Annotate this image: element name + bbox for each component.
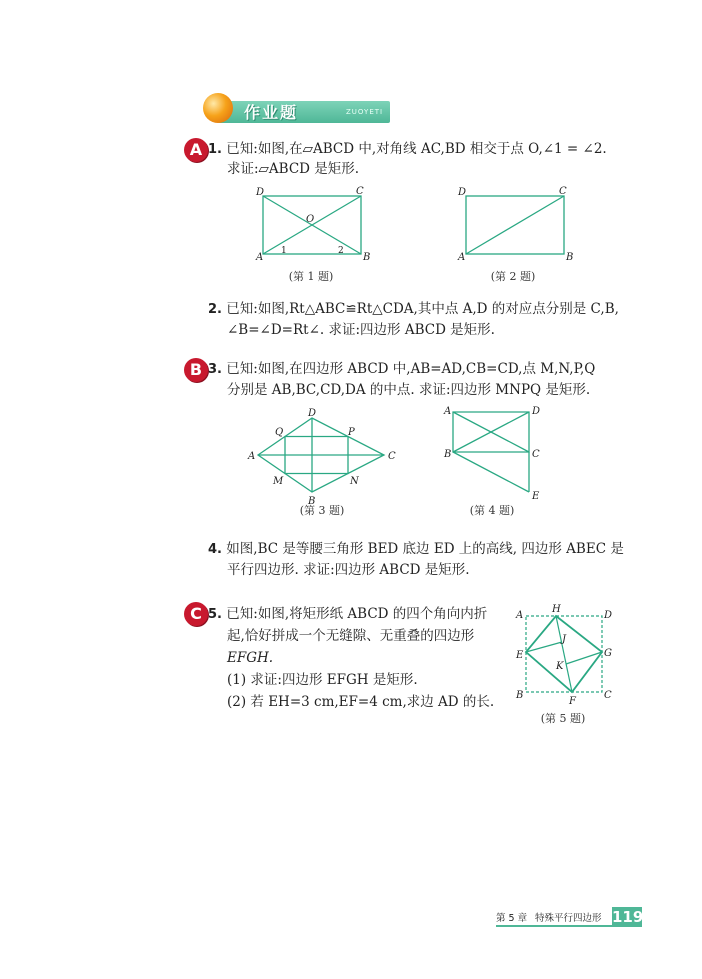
figure-2-label-d: D xyxy=(458,187,467,198)
figure-3-label-b: B xyxy=(308,496,316,504)
figure-3-caption: (第 3 题) xyxy=(299,504,345,517)
problem-2-line1: 已知:如图,Rt△ABC≌Rt△CDA,其中点 A,D 的对应点分别是 C,B, xyxy=(226,301,619,317)
figure-1-label-b: B xyxy=(363,252,371,263)
problem-4-number: 4. xyxy=(208,542,222,557)
figure-2-diagonal-ac xyxy=(466,196,564,254)
figure-3-label-p: P xyxy=(348,427,355,438)
problem-5-sub2: (2) 若 EH=3 cm,EF=4 cm,求边 AD 的长. xyxy=(227,694,495,710)
footer-bar xyxy=(496,925,612,927)
figure-4-label-e: E xyxy=(532,491,540,502)
problem-1-number: 1. xyxy=(208,142,222,157)
orange-ball-icon xyxy=(203,93,233,123)
figure-3-label-q: Q xyxy=(275,427,284,438)
figure-5-label-c: C xyxy=(604,690,612,701)
figure-4-caption: (第 4 题) xyxy=(469,504,515,517)
figure-4 xyxy=(440,400,550,504)
footer-chapter-title: 特殊平行四边形 xyxy=(535,913,602,924)
problem-2 xyxy=(208,298,619,321)
figure-1-caption: (第 1 题) xyxy=(288,270,334,283)
figure-1-label-a: A xyxy=(256,252,264,263)
problem-4-line2: 平行四边形. 求证:四边形 ABCD 是矩形. xyxy=(227,562,470,578)
problem-2-line2: ∠B=∠D=Rt∠. 求证:四边形 ABCD 是矩形. xyxy=(227,322,495,338)
problem-5-sub1: (1) 求证:四边形 EFGH 是矩形. xyxy=(227,672,418,688)
figure-5-segment-ej xyxy=(526,642,562,652)
problem-5 xyxy=(208,603,487,626)
homework-title: 作业题 xyxy=(244,103,299,122)
figure-3-label-c: C xyxy=(388,451,396,462)
figure-3-label-n: N xyxy=(350,476,359,487)
figure-5-label-j: J xyxy=(562,634,567,645)
footer-chapter: 第 5 章 xyxy=(496,913,528,924)
figure-5-label-f: F xyxy=(569,696,576,707)
problem-1-line2: 求证:▱ABCD 是矩形. xyxy=(227,161,360,177)
figure-2-label-a: A xyxy=(458,252,466,263)
figure-3-label-a: A xyxy=(248,451,256,462)
problem-5-number: 5. xyxy=(208,607,222,622)
level-a-badge: A xyxy=(184,138,208,162)
page-number: 119 xyxy=(612,908,644,926)
figure-2-caption: (第 2 题) xyxy=(490,270,536,283)
figure-5 xyxy=(512,602,622,710)
figure-5-label-a: A xyxy=(516,610,524,621)
problem-2-number: 2. xyxy=(208,302,222,317)
figure-5-label-h: H xyxy=(552,604,561,615)
figure-5-caption: (第 5 题) xyxy=(540,712,586,725)
level-b-badge: B xyxy=(184,358,208,382)
level-c-badge: C xyxy=(184,602,208,626)
figure-1 xyxy=(248,184,378,268)
figure-4-label-d: D xyxy=(532,406,541,417)
homework-subtitle: ZUOYETI xyxy=(346,108,384,116)
figure-3-label-d: D xyxy=(308,408,317,419)
problem-3-number: 3. xyxy=(208,362,222,377)
figure-2-label-c: C xyxy=(559,186,567,197)
figure-2 xyxy=(452,184,582,268)
figure-5-label-d: D xyxy=(604,610,613,621)
figure-3-label-m: M xyxy=(273,476,284,487)
problem-5-line1: 已知:如图,将矩形纸 ABCD 的四个角向内折 xyxy=(226,606,488,622)
figure-1-angle-2: 2 xyxy=(338,246,344,256)
figure-5-label-g: G xyxy=(604,648,612,659)
figure-4-label-b: B xyxy=(444,449,452,460)
figure-5-label-e: E xyxy=(516,650,524,661)
problem-1-line1: 已知:如图,在▱ABCD 中,对角线 AC,BD 相交于点 O,∠1 = ∠2. xyxy=(226,141,607,157)
figure-1-label-o: O xyxy=(306,214,315,225)
problem-5-line2: 起,恰好拼成一个无缝隙、无重叠的四边形 xyxy=(227,628,475,644)
figure-5-label-b: B xyxy=(516,690,524,701)
problem-4-line1: 如图,BC 是等腰三角形 BED 底边 ED 上的高线, 四边形 ABEC 是 xyxy=(226,541,624,557)
figure-1-label-d: D xyxy=(256,187,265,198)
problem-5-line3: EFGH. xyxy=(227,650,274,666)
problem-4 xyxy=(208,538,624,561)
figure-4-label-c: C xyxy=(532,449,540,460)
problem-3-line2: 分别是 AB,BC,CD,DA 的中点. 求证:四边形 MNPQ 是矩形. xyxy=(227,382,591,398)
problem-3 xyxy=(208,358,595,381)
problem-3-line1: 已知:如图,在四边形 ABCD 中,AB=AD,CB=CD,点 M,N,P,Q xyxy=(226,361,596,377)
figure-3 xyxy=(244,406,404,504)
figure-1-label-c: C xyxy=(356,186,364,197)
figure-2-label-b: B xyxy=(566,252,574,263)
figure-4-segment-be xyxy=(453,452,529,492)
figure-4-label-a: A xyxy=(444,406,452,417)
figure-1-angle-1: 1 xyxy=(281,246,287,256)
figure-5-label-k: K xyxy=(556,661,564,672)
